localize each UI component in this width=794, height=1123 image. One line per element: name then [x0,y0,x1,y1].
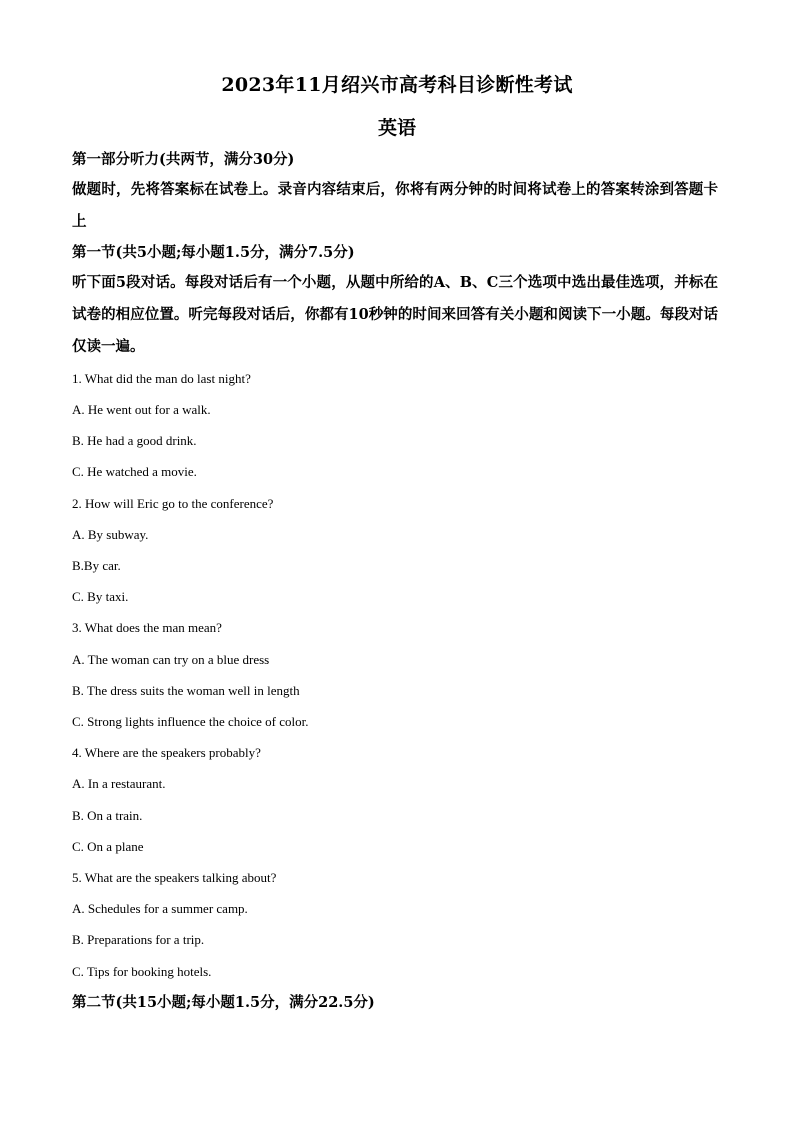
question-2-option-a: A. By subway. [72,527,149,542]
question-5-option-c: C. Tips for booking hotels. [72,964,212,979]
question-1-option-c: C. He watched a movie. [72,464,197,479]
section1-heading: 第一节(共5小题;每小题1.5分，满分7.5分) [72,244,355,261]
question-4: 4. Where are the speakers probably? [72,745,261,760]
question-3-option-c: C. Strong lights influence the choice of color. [72,714,309,729]
question-2-option-b: B.By car. [72,558,121,573]
part1-heading: 第一部分听力(共两节，满分30分) [72,151,295,168]
part1-instructions: 做题时，先将答案标在试卷上。录音内容结束后，你将有两分钟的时间将试卷上的答案转涂到答题卡上 [72,181,718,230]
question-1-option-b: B. He had a good drink. [72,433,197,448]
question-2: 2. How will Eric go to the conference? [72,496,274,511]
question-1: 1. What did the man do last night? [72,371,251,386]
exam-subject: 英语 [377,117,416,139]
question-3-option-b: B. The dress suits the woman well in length [72,683,300,698]
question-4-option-c: C. On a plane [72,839,144,854]
question-1-option-a: A. He went out for a walk. [72,402,211,417]
question-4-option-b: B. On a train. [72,808,143,823]
question-5-option-b: B. Preparations for a trip. [72,932,205,947]
section1-instructions: 听下面5段对话。每段对话后有一个小题，从题中所给的A、B、C三个选项中选出最佳选项，并标在试卷的相应位置。听完每段对话后，你都有10秒钟的时间来回答有关小题和阅读下一小题。每段对话仅读一遍。 [72,274,718,355]
question-3: 3. What does the man mean? [72,620,222,635]
question-4-option-a: A. In a restaurant. [72,776,166,791]
question-5-option-a: A. Schedules for a summer camp. [72,901,248,916]
question-2-option-c: C. By taxi. [72,589,129,604]
question-5: 5. What are the speakers talking about? [72,870,277,885]
exam-title: 2023年11月绍兴市高考科目诊断性考试 [221,74,573,96]
question-3-option-a: A. The woman can try on a blue dress [72,652,270,667]
section2-heading: 第二节(共15小题;每小题1.5分，满分22.5分) [72,994,375,1011]
